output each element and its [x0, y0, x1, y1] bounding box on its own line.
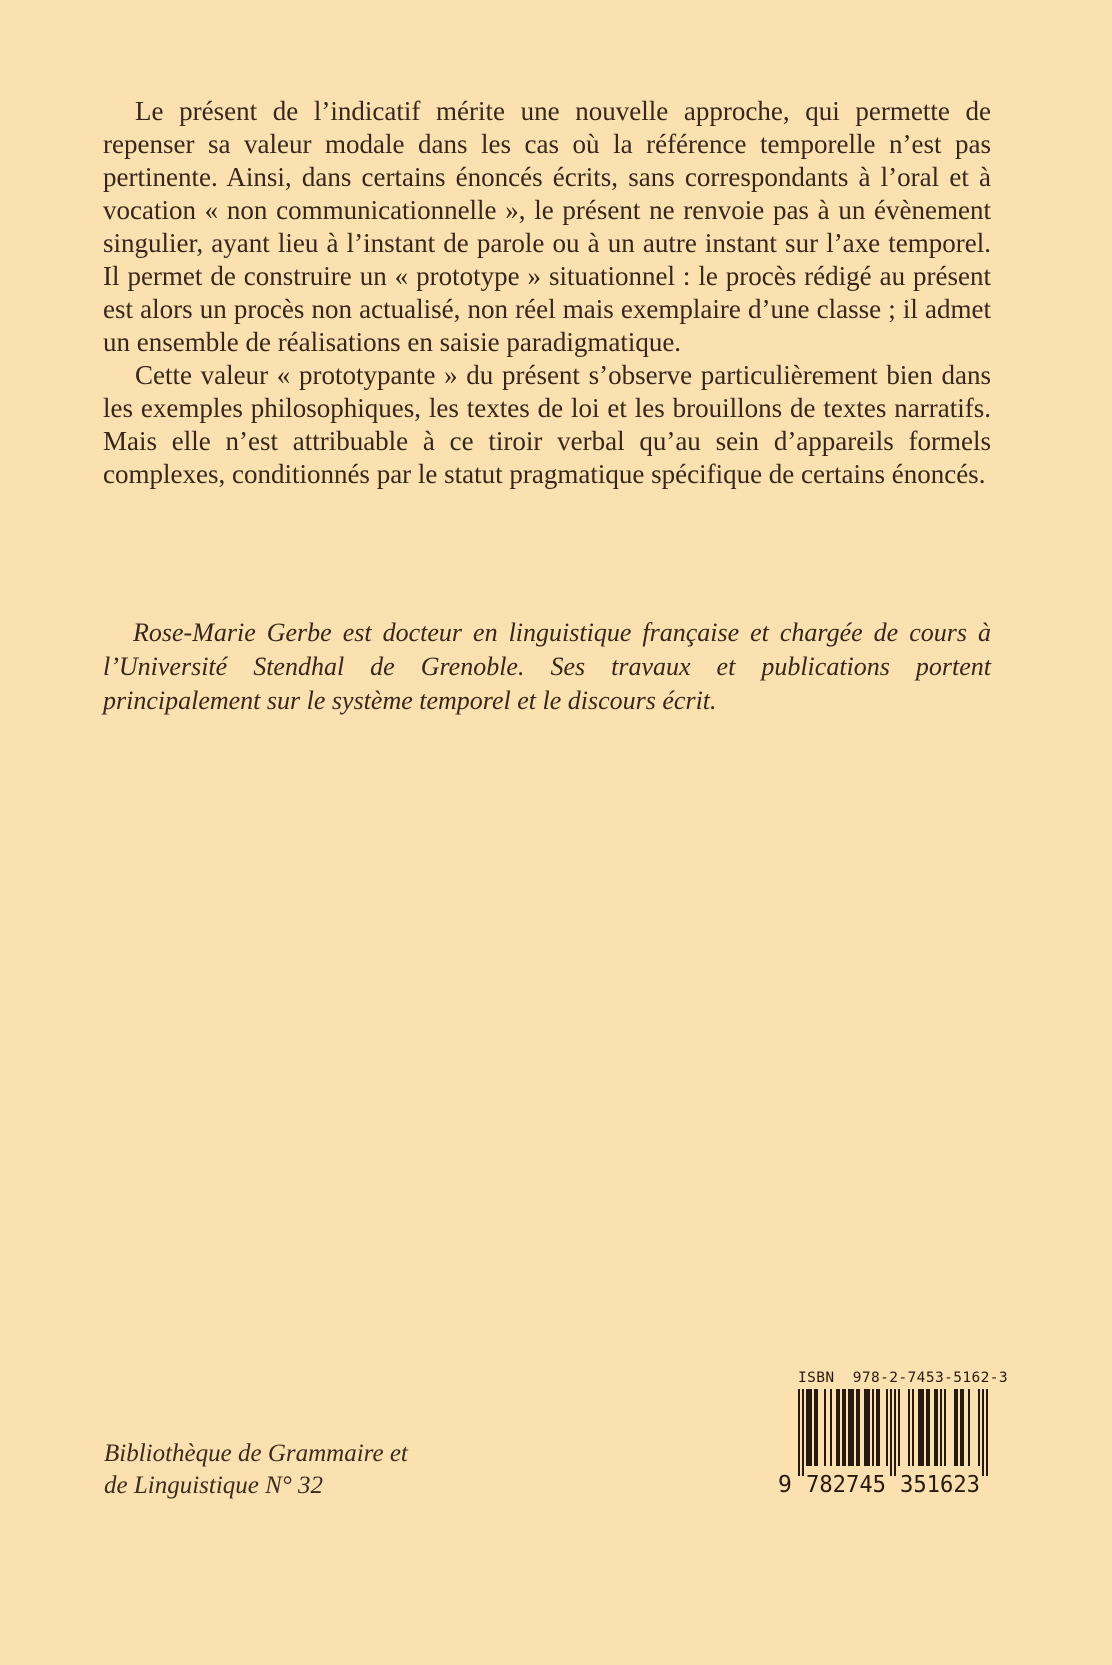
- ean13-barcode-icon: [772, 1389, 994, 1495]
- series-line-2: de Linguistique N° 32: [104, 1472, 324, 1499]
- blurb-paragraph-1: Le présent de l’indicatif mérite une nouvelle approche, qui permette de repenser sa valeur modale dans les cas où la référence temporelle n’est pas pertinente. Ainsi, dans certains énoncés écrits, sans correspondants à l’oral et à vocation « non communicationnelle », le présent ne renvoie pas à un évènement singulier, ayant lieu à l’instant de parole ou à un autre instant sur l’axe temporel. Il permet de construire un « prototype » situationnel : le procès rédigé au présent est alors un procès non actualisé, non réel mais exemplaire d’une classe ; il admet un ensemble de réalisations en saisie paradigmatique.: [103, 96, 991, 357]
- svg-text:351623: 351623: [900, 1472, 980, 1495]
- blurb-paragraph-2: Cette valeur « prototypante » du présent s’observe particulièrement bien dans les exemples philosophiques, les textes de loi et les brouillons de textes narratifs. Mais elle n’est attribuable à ce tiroir verbal qu’au sein d’appareils formels complexes, conditionnés par le statut pragmatique spécifique de certains énoncés.: [103, 360, 991, 489]
- svg-text:9: 9: [778, 1472, 792, 1495]
- isbn-barcode-block: [772, 1370, 1008, 1495]
- series-line-1: Bibliothèque de Grammaire et: [104, 1440, 408, 1467]
- series-title: [104, 1438, 408, 1502]
- author-bio: Rose-Marie Gerbe est docteur en linguistique française et chargée de cours à l’Université Stendhal de Grenoble. Ses travaux et publications portent principalement sur le système temporel et le discours écrit.: [103, 618, 991, 715]
- isbn-label: ISBN 978-2-7453-5162-3: [798, 1370, 1008, 1386]
- svg-text:782745: 782745: [806, 1472, 886, 1495]
- blurb-text-block: [103, 95, 991, 491]
